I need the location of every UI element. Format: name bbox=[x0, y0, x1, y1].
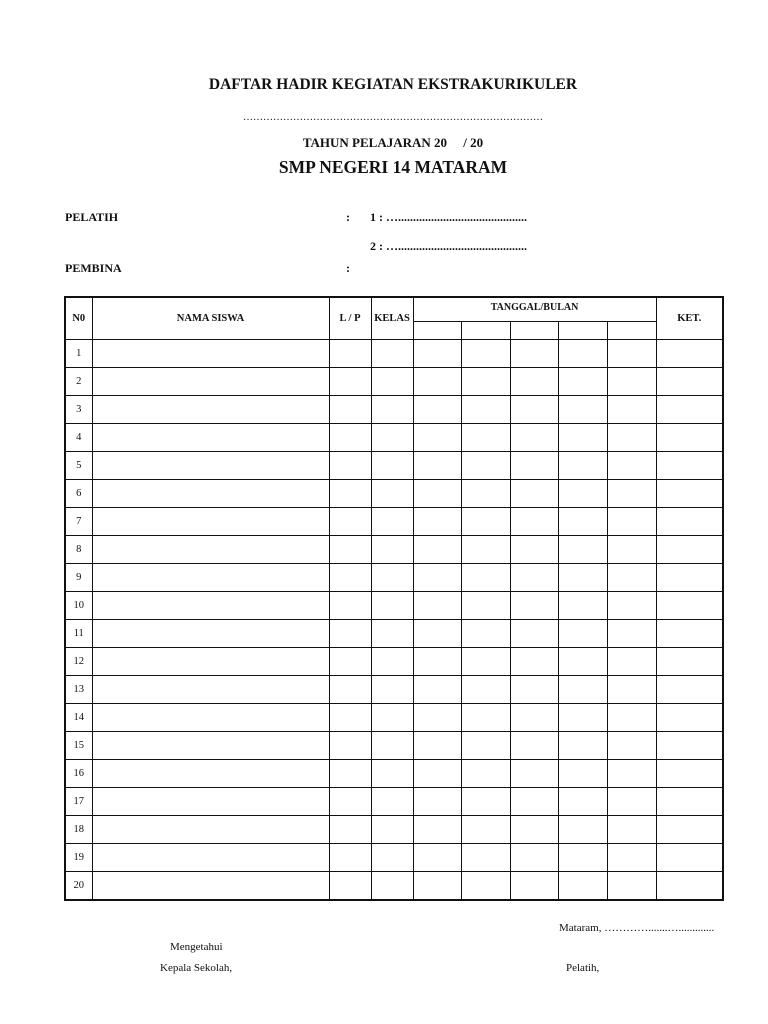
cell-date-3 bbox=[510, 452, 558, 480]
cell-ket bbox=[656, 452, 723, 480]
cell-lp bbox=[329, 424, 371, 452]
cell-date-4 bbox=[558, 732, 607, 760]
cell-lp bbox=[329, 340, 371, 368]
row-number: 9 bbox=[65, 564, 92, 592]
table-row bbox=[65, 648, 723, 676]
cell-nama bbox=[92, 592, 329, 620]
cell-ket bbox=[656, 368, 723, 396]
cell-nama bbox=[92, 620, 329, 648]
row-number: 12 bbox=[65, 648, 92, 676]
table-row bbox=[65, 732, 723, 760]
cell-date-2 bbox=[461, 396, 510, 424]
cell-date-4 bbox=[558, 872, 607, 901]
cell-date-3 bbox=[510, 508, 558, 536]
cell-nama bbox=[92, 424, 329, 452]
cell-date-4 bbox=[558, 424, 607, 452]
cell-date-4 bbox=[558, 396, 607, 424]
cell-nama bbox=[92, 368, 329, 396]
header-no: N0 bbox=[65, 297, 92, 340]
header-nama-siswa: NAMA SISWA bbox=[92, 297, 329, 340]
cell-date-5 bbox=[607, 704, 656, 732]
cell-date-1 bbox=[413, 760, 461, 788]
cell-kelas bbox=[371, 368, 413, 396]
cell-kelas bbox=[371, 396, 413, 424]
cell-kelas bbox=[371, 508, 413, 536]
pelatih-signature-label: Pelatih, bbox=[566, 962, 600, 974]
cell-date-2 bbox=[461, 816, 510, 844]
cell-date-3 bbox=[510, 564, 558, 592]
cell-date-5 bbox=[607, 452, 656, 480]
cell-date-4 bbox=[558, 704, 607, 732]
cell-date-1 bbox=[413, 536, 461, 564]
cell-date-1 bbox=[413, 844, 461, 872]
row-number: 13 bbox=[65, 676, 92, 704]
row-number: 11 bbox=[65, 620, 92, 648]
date-col-3 bbox=[510, 322, 558, 340]
cell-date-2 bbox=[461, 508, 510, 536]
kepala-sekolah-label: Kepala Sekolah, bbox=[160, 962, 233, 974]
cell-ket bbox=[656, 760, 723, 788]
date-col-5 bbox=[607, 322, 656, 340]
cell-date-4 bbox=[558, 564, 607, 592]
cell-date-2 bbox=[461, 452, 510, 480]
cell-date-5 bbox=[607, 368, 656, 396]
cell-ket bbox=[656, 844, 723, 872]
cell-date-1 bbox=[413, 396, 461, 424]
cell-date-3 bbox=[510, 592, 558, 620]
cell-date-5 bbox=[607, 620, 656, 648]
table-row bbox=[65, 340, 723, 368]
header-kelas: KELAS bbox=[371, 297, 413, 340]
row-number: 5 bbox=[65, 452, 92, 480]
cell-date-4 bbox=[558, 368, 607, 396]
table-row bbox=[65, 368, 723, 396]
cell-ket bbox=[656, 340, 723, 368]
cell-date-3 bbox=[510, 704, 558, 732]
cell-date-2 bbox=[461, 704, 510, 732]
cell-nama bbox=[92, 508, 329, 536]
cell-date-5 bbox=[607, 732, 656, 760]
table-row bbox=[65, 424, 723, 452]
cell-kelas bbox=[371, 592, 413, 620]
table-row bbox=[65, 564, 723, 592]
cell-date-5 bbox=[607, 396, 656, 424]
table-row bbox=[65, 704, 723, 732]
cell-date-3 bbox=[510, 620, 558, 648]
cell-nama bbox=[92, 788, 329, 816]
document-title: DAFTAR HADIR KEGIATAN EKSTRAKURIKULER bbox=[208, 76, 578, 93]
cell-ket bbox=[656, 396, 723, 424]
cell-kelas bbox=[371, 816, 413, 844]
row-number: 1 bbox=[65, 340, 92, 368]
table-row bbox=[65, 760, 723, 788]
activity-name-blank: ……………………………………………………………………………… bbox=[243, 112, 543, 123]
cell-date-5 bbox=[607, 816, 656, 844]
cell-date-1 bbox=[413, 480, 461, 508]
cell-nama bbox=[92, 760, 329, 788]
cell-lp bbox=[329, 620, 371, 648]
cell-date-2 bbox=[461, 480, 510, 508]
cell-nama bbox=[92, 844, 329, 872]
cell-kelas bbox=[371, 620, 413, 648]
cell-date-3 bbox=[510, 368, 558, 396]
row-number: 8 bbox=[65, 536, 92, 564]
cell-ket bbox=[656, 676, 723, 704]
cell-date-1 bbox=[413, 620, 461, 648]
cell-date-5 bbox=[607, 760, 656, 788]
cell-nama bbox=[92, 676, 329, 704]
cell-date-3 bbox=[510, 648, 558, 676]
table-header-row bbox=[65, 297, 723, 322]
cell-kelas bbox=[371, 340, 413, 368]
cell-lp bbox=[329, 396, 371, 424]
cell-date-3 bbox=[510, 760, 558, 788]
cell-date-2 bbox=[461, 648, 510, 676]
cell-date-2 bbox=[461, 424, 510, 452]
cell-date-2 bbox=[461, 592, 510, 620]
date-col-4 bbox=[558, 322, 607, 340]
cell-nama bbox=[92, 480, 329, 508]
school-name: SMP NEGERI 14 MATARAM bbox=[278, 157, 508, 177]
cell-date-2 bbox=[461, 340, 510, 368]
cell-lp bbox=[329, 816, 371, 844]
cell-kelas bbox=[371, 788, 413, 816]
cell-date-2 bbox=[461, 536, 510, 564]
cell-date-5 bbox=[607, 676, 656, 704]
cell-kelas bbox=[371, 452, 413, 480]
cell-lp bbox=[329, 564, 371, 592]
cell-date-1 bbox=[413, 788, 461, 816]
cell-ket bbox=[656, 620, 723, 648]
cell-date-1 bbox=[413, 816, 461, 844]
cell-date-4 bbox=[558, 620, 607, 648]
cell-ket bbox=[656, 732, 723, 760]
cell-date-5 bbox=[607, 788, 656, 816]
cell-date-1 bbox=[413, 676, 461, 704]
cell-lp bbox=[329, 844, 371, 872]
pembina-colon: : bbox=[346, 261, 350, 275]
cell-lp bbox=[329, 732, 371, 760]
cell-kelas bbox=[371, 536, 413, 564]
cell-lp bbox=[329, 676, 371, 704]
cell-ket bbox=[656, 788, 723, 816]
cell-ket bbox=[656, 648, 723, 676]
row-number: 2 bbox=[65, 368, 92, 396]
cell-date-1 bbox=[413, 368, 461, 396]
pelatih-1-field: 1 : …........................................... bbox=[370, 210, 527, 224]
mengetahui-label: Mengetahui bbox=[170, 941, 223, 953]
academic-year: TAHUN PELAJARAN 20 / 20 bbox=[302, 135, 484, 150]
row-number: 18 bbox=[65, 816, 92, 844]
cell-kelas bbox=[371, 704, 413, 732]
table-row bbox=[65, 508, 723, 536]
cell-kelas bbox=[371, 760, 413, 788]
cell-date-3 bbox=[510, 480, 558, 508]
table-row bbox=[65, 592, 723, 620]
cell-lp bbox=[329, 788, 371, 816]
cell-nama bbox=[92, 704, 329, 732]
cell-kelas bbox=[371, 648, 413, 676]
cell-ket bbox=[656, 592, 723, 620]
cell-date-3 bbox=[510, 424, 558, 452]
header-tanggal-bulan: TANGGAL/BULAN bbox=[413, 297, 656, 322]
cell-date-4 bbox=[558, 508, 607, 536]
cell-date-1 bbox=[413, 508, 461, 536]
cell-nama bbox=[92, 648, 329, 676]
cell-date-3 bbox=[510, 816, 558, 844]
row-number: 20 bbox=[65, 872, 92, 901]
row-number: 15 bbox=[65, 732, 92, 760]
table-row bbox=[65, 536, 723, 564]
cell-nama bbox=[92, 732, 329, 760]
cell-date-4 bbox=[558, 452, 607, 480]
attendance-table bbox=[64, 296, 724, 901]
cell-date-4 bbox=[558, 536, 607, 564]
cell-ket bbox=[656, 816, 723, 844]
cell-date-4 bbox=[558, 844, 607, 872]
cell-date-3 bbox=[510, 340, 558, 368]
date-col-1 bbox=[413, 322, 461, 340]
cell-date-3 bbox=[510, 676, 558, 704]
cell-ket bbox=[656, 872, 723, 901]
cell-date-4 bbox=[558, 676, 607, 704]
cell-date-4 bbox=[558, 760, 607, 788]
cell-date-4 bbox=[558, 648, 607, 676]
cell-date-2 bbox=[461, 844, 510, 872]
cell-date-4 bbox=[558, 788, 607, 816]
cell-kelas bbox=[371, 424, 413, 452]
cell-date-1 bbox=[413, 452, 461, 480]
cell-lp bbox=[329, 872, 371, 901]
cell-date-5 bbox=[607, 536, 656, 564]
cell-kelas bbox=[371, 480, 413, 508]
cell-date-3 bbox=[510, 536, 558, 564]
cell-date-5 bbox=[607, 592, 656, 620]
row-number: 14 bbox=[65, 704, 92, 732]
pembina-label: PEMBINA bbox=[65, 261, 122, 275]
cell-date-2 bbox=[461, 760, 510, 788]
cell-date-5 bbox=[607, 844, 656, 872]
cell-date-2 bbox=[461, 368, 510, 396]
cell-date-5 bbox=[607, 872, 656, 901]
row-number: 4 bbox=[65, 424, 92, 452]
cell-ket bbox=[656, 424, 723, 452]
cell-nama bbox=[92, 452, 329, 480]
header-ket: KET. bbox=[656, 297, 723, 340]
cell-date-4 bbox=[558, 480, 607, 508]
cell-nama bbox=[92, 816, 329, 844]
pelatih-2-field: 2 : …........................................... bbox=[370, 239, 527, 253]
cell-date-1 bbox=[413, 592, 461, 620]
cell-ket bbox=[656, 704, 723, 732]
row-number: 17 bbox=[65, 788, 92, 816]
table-row bbox=[65, 452, 723, 480]
cell-date-2 bbox=[461, 788, 510, 816]
cell-date-3 bbox=[510, 788, 558, 816]
cell-date-1 bbox=[413, 732, 461, 760]
cell-nama bbox=[92, 340, 329, 368]
cell-ket bbox=[656, 480, 723, 508]
cell-lp bbox=[329, 480, 371, 508]
cell-date-2 bbox=[461, 620, 510, 648]
row-number: 10 bbox=[65, 592, 92, 620]
table-row bbox=[65, 788, 723, 816]
cell-date-1 bbox=[413, 564, 461, 592]
table-row bbox=[65, 872, 723, 901]
cell-kelas bbox=[371, 844, 413, 872]
cell-date-3 bbox=[510, 396, 558, 424]
row-number: 19 bbox=[65, 844, 92, 872]
row-number: 6 bbox=[65, 480, 92, 508]
cell-kelas bbox=[371, 676, 413, 704]
cell-date-2 bbox=[461, 564, 510, 592]
cell-date-5 bbox=[607, 424, 656, 452]
cell-date-5 bbox=[607, 508, 656, 536]
cell-kelas bbox=[371, 564, 413, 592]
row-number: 3 bbox=[65, 396, 92, 424]
cell-date-1 bbox=[413, 340, 461, 368]
table-row bbox=[65, 676, 723, 704]
table-row bbox=[65, 620, 723, 648]
header-lp: L / P bbox=[329, 297, 371, 340]
cell-lp bbox=[329, 536, 371, 564]
date-col-2 bbox=[461, 322, 510, 340]
table-row bbox=[65, 844, 723, 872]
cell-date-3 bbox=[510, 872, 558, 901]
cell-date-2 bbox=[461, 732, 510, 760]
cell-date-3 bbox=[510, 844, 558, 872]
cell-ket bbox=[656, 536, 723, 564]
cell-kelas bbox=[371, 732, 413, 760]
cell-date-2 bbox=[461, 872, 510, 901]
cell-nama bbox=[92, 564, 329, 592]
cell-date-5 bbox=[607, 564, 656, 592]
table-row bbox=[65, 396, 723, 424]
cell-date-3 bbox=[510, 732, 558, 760]
cell-kelas bbox=[371, 872, 413, 901]
cell-date-1 bbox=[413, 648, 461, 676]
cell-date-1 bbox=[413, 872, 461, 901]
cell-date-4 bbox=[558, 592, 607, 620]
cell-lp bbox=[329, 508, 371, 536]
row-number: 16 bbox=[65, 760, 92, 788]
cell-lp bbox=[329, 592, 371, 620]
cell-lp bbox=[329, 760, 371, 788]
cell-lp bbox=[329, 648, 371, 676]
row-number: 7 bbox=[65, 508, 92, 536]
cell-date-4 bbox=[558, 816, 607, 844]
table-row bbox=[65, 816, 723, 844]
cell-date-5 bbox=[607, 648, 656, 676]
cell-nama bbox=[92, 396, 329, 424]
cell-lp bbox=[329, 704, 371, 732]
cell-date-5 bbox=[607, 480, 656, 508]
cell-nama bbox=[92, 536, 329, 564]
cell-lp bbox=[329, 368, 371, 396]
pelatih-colon: : bbox=[346, 210, 350, 224]
pelatih-label: PELATIH bbox=[65, 210, 119, 224]
cell-ket bbox=[656, 564, 723, 592]
cell-date-1 bbox=[413, 424, 461, 452]
cell-date-5 bbox=[607, 340, 656, 368]
cell-date-1 bbox=[413, 704, 461, 732]
table-row bbox=[65, 480, 723, 508]
cell-date-4 bbox=[558, 340, 607, 368]
cell-ket bbox=[656, 508, 723, 536]
cell-lp bbox=[329, 452, 371, 480]
cell-nama bbox=[92, 872, 329, 901]
place-date: Mataram, ………….......…............. bbox=[559, 922, 715, 934]
cell-date-2 bbox=[461, 676, 510, 704]
